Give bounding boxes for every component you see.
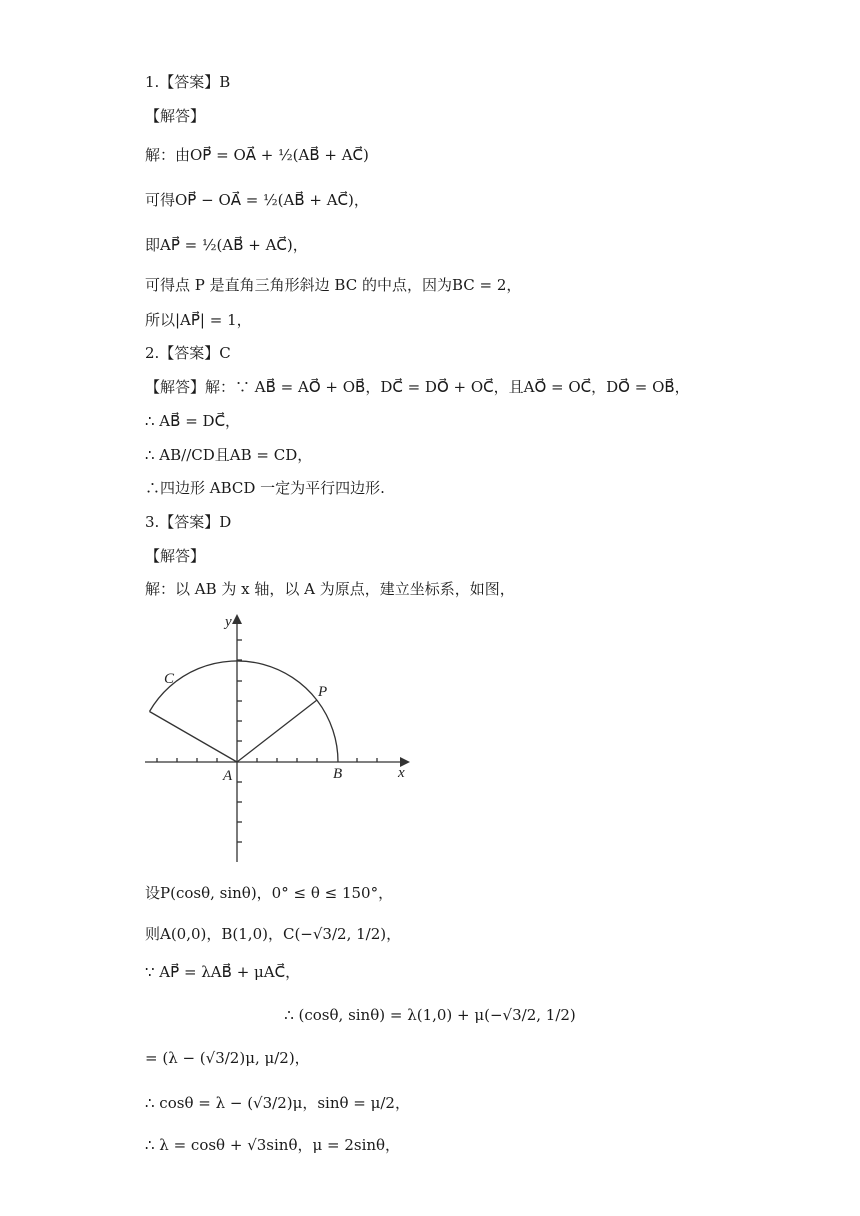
- label-A: A: [223, 768, 233, 784]
- x-axis-label: x: [398, 765, 405, 781]
- solution-1-line-2: 可得OP⃗ − OA⃗ = ½(AB⃗ + AC⃗)，: [145, 191, 369, 209]
- solution-3-equation: ∴ (cosθ, sinθ) = λ(1,0) + μ(−√3/2, 1/2): [284, 1006, 576, 1024]
- y-axis-arrow: [232, 614, 242, 624]
- solution-2-line-2: ∴ AB⃗ = DC⃗，: [145, 412, 241, 430]
- solution-3-line-3: 则A(0,0)，B(1,0)，C(−√3/2, 1/2)，: [145, 925, 402, 943]
- solution-3-line-7: ∴ λ = cosθ + √3sinθ，μ = 2sinθ，: [145, 1136, 401, 1154]
- solution-3-heading: 【解答】: [145, 547, 206, 565]
- answer-1-heading: 1.【答案】B: [145, 73, 231, 91]
- solution-1-heading: 【解答】: [145, 107, 206, 125]
- solution-3-line-4: ∵ AP⃗ = λAB⃗ + μAC⃗，: [145, 963, 301, 981]
- solution-3-line-1: 解：以 AB 为 x 轴，以 A 为原点，建立坐标系，如图，: [145, 580, 515, 598]
- solution-2-line-3: ∴ AB//CD且AB = CD，: [145, 446, 313, 464]
- solution-2-line-1: 【解答】解：∵ AB⃗ = AO⃗ + OB⃗，DC⃗ = DO⃗ + OC⃗，且AO⃗ = OC⃗，DO⃗ = OB⃗，: [145, 378, 690, 396]
- solution-3-line-6: ∴ cosθ = λ − (√3/2)μ，sinθ = μ/2，: [145, 1094, 410, 1112]
- solution-3-line-2: 设P(cosθ, sinθ)，0° ≤ θ ≤ 150°，: [145, 884, 394, 902]
- answer-3-heading: 3.【答案】D: [145, 513, 232, 531]
- solution-1-line-4: 可得点 P 是直角三角形斜边 BC 的中点，因为BC = 2，: [145, 276, 522, 294]
- label-B: B: [333, 766, 343, 782]
- solution-1-line-5: 所以|AP⃗| = 1，: [145, 311, 252, 329]
- segment-AP: [237, 700, 317, 762]
- label-P: P: [318, 684, 328, 700]
- segment-AC: [150, 712, 238, 763]
- answer-2-heading: 2.【答案】C: [145, 344, 231, 362]
- y-axis-label: y: [225, 614, 232, 630]
- coordinate-figure: [140, 610, 420, 870]
- solution-1-line-3: 即AP⃗ = ½(AB⃗ + AC⃗)，: [145, 236, 308, 254]
- unit-arc: [150, 661, 339, 762]
- solution-2-line-4: ∴四边形 ABCD 一定为平行四边形.: [145, 479, 385, 497]
- solution-3-line-5: = (λ − (√3/2)μ, μ/2)，: [145, 1049, 310, 1067]
- solution-1-line-1: 解：由OP⃗ = OA⃗ + ½(AB⃗ + AC⃗): [145, 146, 369, 164]
- label-C: C: [164, 671, 175, 687]
